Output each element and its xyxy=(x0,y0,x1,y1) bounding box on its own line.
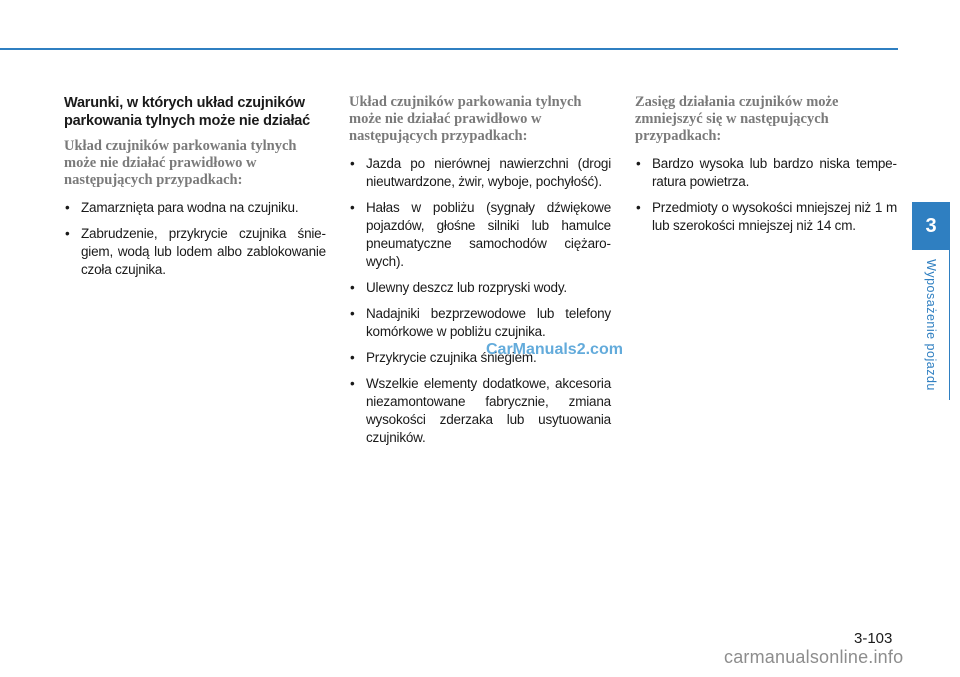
section-subheading: Układ czujników parkowania tylnych może nie działać prawidłowo w następujących przypadkach: xyxy=(349,94,582,144)
bullet-list xyxy=(349,155,611,447)
list-item: • Zamarznięta para wodna na czujniku. xyxy=(64,199,326,217)
chapter-title: Wyposażenie pojazdu xyxy=(924,259,938,391)
list-item: • Jazda po nierównej nawierzchni (drogi nieutwardzone, żwir, wyboje, pochyłość). xyxy=(349,155,611,191)
sidebar-rule xyxy=(949,250,950,400)
section-heading: Warunki, w których układ czujników parkowania tylnych może nie działać xyxy=(64,95,311,129)
list-item: • Nadajniki bezprzewodowe lub telefony komórkowe w pobliżu czujnika. xyxy=(349,305,611,341)
chapter-tab: 3 xyxy=(912,202,950,250)
list-item: • Wszelkie elementy dodatkowe, akcesoria niezamontowane fabrycznie, zmiana wysokości zderzaka lub usytuowania czujników. xyxy=(349,375,611,447)
list-item: • Przedmioty o wysokości mniejszej niż 1 m lub szerokości mniejszej niż 14 cm. xyxy=(635,199,897,235)
overlay-watermark: CarManuals2.com xyxy=(486,341,623,358)
section-subheading: Układ czujników parkowania tylnych może nie działać prawidłowo w następujących przypadkach: xyxy=(64,138,297,188)
list-item: • Przykrycie czujnika śniegiem. xyxy=(349,349,611,367)
list-item: • Zabrudzenie, przykrycie czujnika śniegiem, wodą lub lodem albo zablokowanie czoła czujnika. xyxy=(64,225,326,279)
header-rule xyxy=(0,48,898,50)
page-number: 3-103 xyxy=(854,630,893,647)
footer-watermark: carmanualsonline.info xyxy=(724,647,904,667)
section-subheading: Zasięg działania czujników może zmniejszyć się w następujących przypadkach: xyxy=(635,94,839,144)
bullet-list xyxy=(64,199,326,279)
column-2 xyxy=(349,94,611,455)
column-1 xyxy=(64,94,326,287)
column-3 xyxy=(635,94,897,243)
list-item: • Bardzo wysoka lub bardzo niska temperatura powietrza. xyxy=(635,155,897,191)
list-item: • Hałas w pobliżu (sygnały dźwiękowe pojazdów, głośne silniki lub hamulce pneumatyczne samochodów ciężarowych). xyxy=(349,199,611,271)
list-item: • Ulewny deszcz lub rozpryski wody. xyxy=(349,279,611,297)
bullet-list xyxy=(635,155,897,235)
